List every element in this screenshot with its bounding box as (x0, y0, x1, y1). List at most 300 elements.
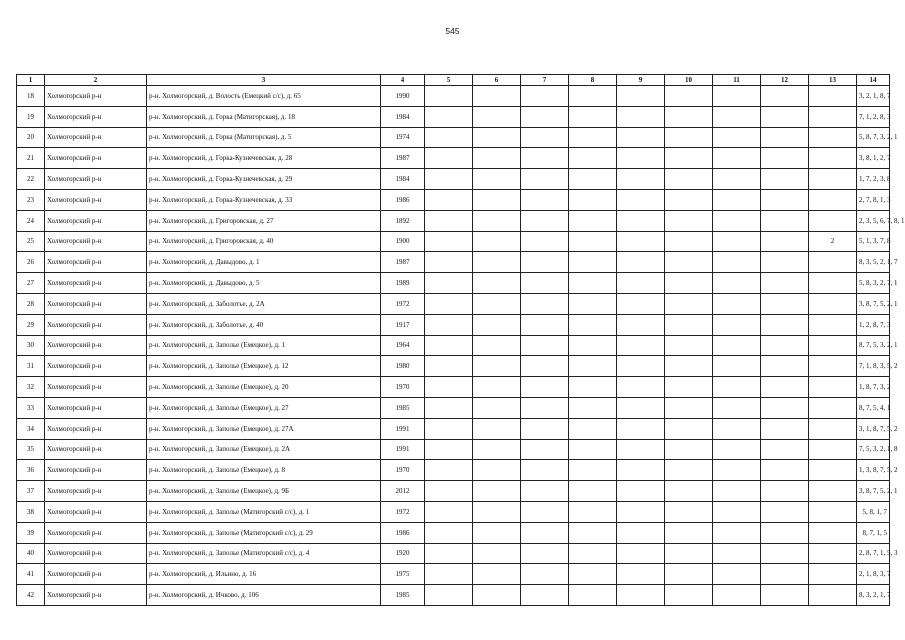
empty-cell (569, 481, 617, 502)
empty-cell (569, 106, 617, 127)
empty-cell (665, 231, 713, 252)
work-types-cell: 1, 8, 7, 3, 2 (857, 377, 890, 398)
table-row (17, 585, 890, 606)
empty-cell (761, 543, 809, 564)
table-row (17, 106, 890, 127)
empty-cell (761, 356, 809, 377)
row-number-cell: 35 (17, 439, 45, 460)
empty-cell (473, 585, 521, 606)
empty-cell (425, 564, 473, 585)
year-cell: 1987 (381, 252, 425, 273)
empty-cell (665, 189, 713, 210)
empty-cell (425, 127, 473, 148)
empty-cell (521, 314, 569, 335)
empty-cell (473, 543, 521, 564)
empty-cell (617, 86, 665, 107)
row-number-cell: 25 (17, 231, 45, 252)
empty-cell (521, 169, 569, 190)
column-header: 14 (857, 75, 890, 86)
empty-cell (713, 356, 761, 377)
table-row (17, 481, 890, 502)
empty-cell (713, 418, 761, 439)
empty-cell (425, 460, 473, 481)
empty-cell (617, 252, 665, 273)
address-cell: р-н. Холмогорский, д. Заполье (Матигорский с/с), д. 4 (147, 543, 381, 564)
empty-cell (473, 418, 521, 439)
empty-cell (425, 210, 473, 231)
empty-cell (521, 106, 569, 127)
table-row (17, 210, 890, 231)
empty-cell (473, 501, 521, 522)
empty-cell (521, 439, 569, 460)
empty-cell (665, 148, 713, 169)
year-cell: 1980 (381, 356, 425, 377)
empty-cell (425, 252, 473, 273)
year-cell: 1987 (381, 148, 425, 169)
empty-cell (713, 522, 761, 543)
empty-cell (617, 501, 665, 522)
empty-cell (665, 418, 713, 439)
column-header: 12 (761, 75, 809, 86)
table-row (17, 522, 890, 543)
row-number-cell: 26 (17, 252, 45, 273)
empty-cell (617, 210, 665, 231)
empty-cell (425, 522, 473, 543)
work-types-cell: 3, 2, 1, 8, 7 (857, 86, 890, 107)
empty-cell (473, 564, 521, 585)
work-types-cell: 2, 8, 7, 1, 5, 3 (857, 543, 890, 564)
column-13-cell (809, 522, 857, 543)
empty-cell (713, 231, 761, 252)
empty-cell (425, 439, 473, 460)
column-13-cell (809, 501, 857, 522)
year-cell: 1986 (381, 522, 425, 543)
empty-cell (473, 273, 521, 294)
address-cell: р-н. Холмогорский, д. Горка (Матигорская), д. 18 (147, 106, 381, 127)
address-cell: р-н. Холмогорский, д. Давыдово, д. 5 (147, 273, 381, 294)
empty-cell (425, 293, 473, 314)
district-cell: Холмогорский р-н (45, 481, 147, 502)
empty-cell (761, 481, 809, 502)
empty-cell (569, 252, 617, 273)
empty-cell (617, 564, 665, 585)
empty-cell (569, 501, 617, 522)
empty-cell (473, 356, 521, 377)
district-cell: Холмогорский р-н (45, 377, 147, 398)
empty-cell (617, 169, 665, 190)
district-cell: Холмогорский р-н (45, 314, 147, 335)
year-cell: 1972 (381, 293, 425, 314)
empty-cell (521, 522, 569, 543)
district-cell: Холмогорский р-н (45, 335, 147, 356)
empty-cell (665, 210, 713, 231)
empty-cell (569, 210, 617, 231)
empty-cell (761, 585, 809, 606)
work-types-cell: 3, 1, 8, 7, 5, 2 (857, 418, 890, 439)
work-types-cell: 1, 2, 8, 7, 3 (857, 314, 890, 335)
column-13-cell (809, 439, 857, 460)
empty-cell (761, 210, 809, 231)
district-cell: Холмогорский р-н (45, 293, 147, 314)
empty-cell (521, 127, 569, 148)
address-cell: р-н. Холмогорский, д. Заполье (Емецкое), д. 9Б (147, 481, 381, 502)
year-cell: 1892 (381, 210, 425, 231)
empty-cell (473, 189, 521, 210)
empty-cell (521, 543, 569, 564)
empty-cell (713, 106, 761, 127)
empty-cell (569, 439, 617, 460)
empty-cell (473, 169, 521, 190)
year-cell: 1986 (381, 189, 425, 210)
row-number-cell: 33 (17, 397, 45, 418)
column-header: 13 (809, 75, 857, 86)
empty-cell (521, 481, 569, 502)
empty-cell (761, 169, 809, 190)
row-number-cell: 24 (17, 210, 45, 231)
empty-cell (473, 252, 521, 273)
empty-cell (665, 356, 713, 377)
empty-cell (569, 148, 617, 169)
column-13-cell (809, 460, 857, 481)
empty-cell (617, 314, 665, 335)
empty-cell (761, 439, 809, 460)
empty-cell (569, 356, 617, 377)
empty-cell (425, 501, 473, 522)
table-row (17, 314, 890, 335)
column-13-cell (809, 543, 857, 564)
row-number-cell: 37 (17, 481, 45, 502)
column-header: 3 (147, 75, 381, 86)
empty-cell (665, 293, 713, 314)
row-number-cell: 27 (17, 273, 45, 294)
empty-cell (569, 273, 617, 294)
address-cell: р-н. Холмогорский, д. Горка-Кузнечевская, д. 28 (147, 148, 381, 169)
empty-cell (761, 460, 809, 481)
column-header: 4 (381, 75, 425, 86)
empty-cell (617, 293, 665, 314)
empty-cell (665, 127, 713, 148)
table-row (17, 418, 890, 439)
empty-cell (425, 169, 473, 190)
empty-cell (425, 231, 473, 252)
year-cell: 1975 (381, 564, 425, 585)
address-cell: р-н. Холмогорский, д. Заполье (Матигорский с/с), д. 1 (147, 501, 381, 522)
district-cell: Холмогорский р-н (45, 210, 147, 231)
empty-cell (617, 335, 665, 356)
empty-cell (617, 377, 665, 398)
empty-cell (521, 189, 569, 210)
work-types-cell: 5, 8, 3, 2, 7, 1 (857, 273, 890, 294)
empty-cell (761, 418, 809, 439)
empty-cell (617, 460, 665, 481)
empty-cell (569, 522, 617, 543)
address-cell: р-н. Холмогорский, д. Заболотье, д. 2А (147, 293, 381, 314)
table-row (17, 252, 890, 273)
column-header: 7 (521, 75, 569, 86)
row-number-cell: 42 (17, 585, 45, 606)
empty-cell (521, 210, 569, 231)
empty-cell (761, 231, 809, 252)
empty-cell (473, 293, 521, 314)
column-13-cell (809, 252, 857, 273)
empty-cell (521, 86, 569, 107)
empty-cell (617, 189, 665, 210)
work-types-cell: 3, 8, 1, 2, 7 (857, 148, 890, 169)
column-13-cell (809, 189, 857, 210)
empty-cell (665, 106, 713, 127)
work-types-cell: 8, 7, 1, 5 (857, 522, 890, 543)
address-cell: р-н. Холмогорский, д. Заполье (Емецкое), д. 2А (147, 439, 381, 460)
work-types-cell: 8, 3, 2, 1, 7 (857, 585, 890, 606)
empty-cell (761, 397, 809, 418)
row-number-cell: 32 (17, 377, 45, 398)
row-number-cell: 31 (17, 356, 45, 377)
column-header: 1 (17, 75, 45, 86)
district-cell: Холмогорский р-н (45, 460, 147, 481)
column-13-cell (809, 293, 857, 314)
district-cell: Холмогорский р-н (45, 522, 147, 543)
year-cell: 2012 (381, 481, 425, 502)
column-header: 11 (713, 75, 761, 86)
row-number-cell: 19 (17, 106, 45, 127)
column-13-cell (809, 210, 857, 231)
table-row (17, 231, 890, 252)
empty-cell (665, 314, 713, 335)
address-cell: р-н. Холмогорский, д. Заполье (Емецкое), д. 27 (147, 397, 381, 418)
page-number: 545 (445, 26, 460, 36)
empty-cell (617, 106, 665, 127)
district-cell: Холмогорский р-н (45, 148, 147, 169)
district-cell: Холмогорский р-н (45, 231, 147, 252)
empty-cell (617, 543, 665, 564)
empty-cell (761, 189, 809, 210)
year-cell: 1974 (381, 127, 425, 148)
table-row (17, 501, 890, 522)
work-types-cell: 8, 7, 5, 3, 2, 1 (857, 335, 890, 356)
empty-cell (713, 377, 761, 398)
empty-cell (713, 148, 761, 169)
row-number-cell: 41 (17, 564, 45, 585)
empty-cell (713, 460, 761, 481)
address-cell: р-н. Холмогорский, д. Заполье (Емецкое), д. 27А (147, 418, 381, 439)
empty-cell (617, 481, 665, 502)
empty-cell (473, 460, 521, 481)
empty-cell (569, 564, 617, 585)
empty-cell (713, 335, 761, 356)
year-cell: 1991 (381, 418, 425, 439)
table-row (17, 397, 890, 418)
year-cell: 1984 (381, 169, 425, 190)
empty-cell (665, 335, 713, 356)
empty-cell (569, 418, 617, 439)
empty-cell (617, 439, 665, 460)
empty-cell (425, 481, 473, 502)
empty-cell (713, 543, 761, 564)
empty-cell (521, 231, 569, 252)
table-row (17, 377, 890, 398)
empty-cell (521, 460, 569, 481)
address-cell: р-н. Холмогорский, д. Заполье (Емецкое), д. 8 (147, 460, 381, 481)
table-row (17, 335, 890, 356)
work-types-cell: 3, 8, 7, 5, 2, 1 (857, 481, 890, 502)
year-cell: 1985 (381, 585, 425, 606)
empty-cell (761, 106, 809, 127)
empty-cell (713, 481, 761, 502)
work-types-cell: 1, 3, 8, 7, 5, 2 (857, 460, 890, 481)
column-13-cell (809, 335, 857, 356)
address-cell: р-н. Холмогорский, д. Ичково, д. 106 (147, 585, 381, 606)
empty-cell (521, 397, 569, 418)
address-cell: р-н. Холмогорский, д. Горка-Кузнечевская, д. 33 (147, 189, 381, 210)
table-row (17, 273, 890, 294)
empty-cell (569, 314, 617, 335)
year-cell: 1991 (381, 439, 425, 460)
table-row (17, 543, 890, 564)
address-cell: р-н. Холмогорский, д. Заполье (Емецкое), д. 1 (147, 335, 381, 356)
empty-cell (761, 522, 809, 543)
row-number-cell: 30 (17, 335, 45, 356)
empty-cell (473, 231, 521, 252)
column-13-cell (809, 169, 857, 190)
column-13-cell (809, 564, 857, 585)
empty-cell (425, 377, 473, 398)
empty-cell (617, 231, 665, 252)
empty-cell (761, 148, 809, 169)
address-cell: р-н. Холмогорский, д. Заполье (Емецкое), д. 20 (147, 377, 381, 398)
empty-cell (761, 293, 809, 314)
empty-cell (665, 460, 713, 481)
table-row (17, 127, 890, 148)
row-number-cell: 28 (17, 293, 45, 314)
row-number-cell: 18 (17, 86, 45, 107)
empty-cell (761, 252, 809, 273)
empty-cell (665, 273, 713, 294)
empty-cell (425, 314, 473, 335)
empty-cell (473, 439, 521, 460)
table-row (17, 564, 890, 585)
district-cell: Холмогорский р-н (45, 543, 147, 564)
row-number-cell: 21 (17, 148, 45, 169)
empty-cell (569, 127, 617, 148)
empty-cell (665, 439, 713, 460)
district-cell: Холмогорский р-н (45, 273, 147, 294)
column-header: 6 (473, 75, 521, 86)
district-cell: Холмогорский р-н (45, 127, 147, 148)
empty-cell (617, 418, 665, 439)
district-cell: Холмогорский р-н (45, 252, 147, 273)
empty-cell (521, 564, 569, 585)
column-13-cell (809, 356, 857, 377)
empty-cell (713, 252, 761, 273)
empty-cell (425, 106, 473, 127)
table-row (17, 169, 890, 190)
district-cell: Холмогорский р-н (45, 564, 147, 585)
empty-cell (569, 169, 617, 190)
empty-cell (473, 377, 521, 398)
empty-cell (713, 210, 761, 231)
empty-cell (521, 377, 569, 398)
address-cell: р-н. Холмогорский, д. Горка (Матигорская), д. 5 (147, 127, 381, 148)
empty-cell (665, 377, 713, 398)
column-13-cell (809, 86, 857, 107)
column-13-cell (809, 273, 857, 294)
empty-cell (521, 335, 569, 356)
header-row (17, 75, 890, 86)
table-body (17, 86, 905, 606)
empty-cell (473, 522, 521, 543)
district-cell: Холмогорский р-н (45, 356, 147, 377)
address-cell: р-н. Холмогорский, д. Давыдово, д. 1 (147, 252, 381, 273)
column-13-cell (809, 148, 857, 169)
work-types-cell: 1, 7, 2, 3, 8 (857, 169, 890, 190)
address-cell: р-н. Холмогорский, д. Заполье (Емецкое), д. 12 (147, 356, 381, 377)
empty-cell (761, 273, 809, 294)
work-types-cell: 7, 1, 2, 8, 3 (857, 106, 890, 127)
table-row (17, 86, 890, 107)
empty-cell (713, 127, 761, 148)
year-cell: 1917 (381, 314, 425, 335)
column-header: 2 (45, 75, 147, 86)
empty-cell (713, 397, 761, 418)
empty-cell (713, 501, 761, 522)
column-13-cell (809, 418, 857, 439)
work-types-cell: 5, 1, 3, 7, 8 (857, 231, 890, 252)
district-cell: Холмогорский р-н (45, 585, 147, 606)
empty-cell (617, 127, 665, 148)
work-types-cell: 3, 8, 7, 5, 2, 1 (857, 293, 890, 314)
empty-cell (569, 189, 617, 210)
table-row (17, 439, 890, 460)
empty-cell (425, 335, 473, 356)
empty-cell (569, 293, 617, 314)
empty-cell (425, 543, 473, 564)
work-types-cell: 7, 1, 8, 3, 5, 2 (857, 356, 890, 377)
empty-cell (617, 397, 665, 418)
empty-cell (473, 148, 521, 169)
empty-cell (521, 418, 569, 439)
column-header: 8 (569, 75, 617, 86)
empty-cell (665, 501, 713, 522)
table-row (17, 189, 890, 210)
empty-cell (473, 106, 521, 127)
row-number-cell: 34 (17, 418, 45, 439)
year-cell: 1990 (381, 86, 425, 107)
empty-cell (473, 314, 521, 335)
year-cell: 1964 (381, 335, 425, 356)
row-number-cell: 40 (17, 543, 45, 564)
empty-cell (713, 585, 761, 606)
empty-cell (761, 501, 809, 522)
district-cell: Холмогорский р-н (45, 439, 147, 460)
registry-table (16, 74, 905, 606)
row-number-cell: 36 (17, 460, 45, 481)
district-cell: Холмогорский р-н (45, 106, 147, 127)
column-header: 9 (617, 75, 665, 86)
column-13-cell (809, 106, 857, 127)
work-types-cell: 2, 7, 8, 1, 3 (857, 189, 890, 210)
empty-cell (473, 481, 521, 502)
work-types-cell: 8, 3, 5, 2, 1, 7 (857, 252, 890, 273)
empty-cell (665, 543, 713, 564)
empty-cell (665, 169, 713, 190)
district-cell: Холмогорский р-н (45, 501, 147, 522)
district-cell: Холмогорский р-н (45, 86, 147, 107)
year-cell: 1985 (381, 397, 425, 418)
empty-cell (665, 522, 713, 543)
column-13-cell (809, 314, 857, 335)
empty-cell (761, 86, 809, 107)
empty-cell (521, 585, 569, 606)
